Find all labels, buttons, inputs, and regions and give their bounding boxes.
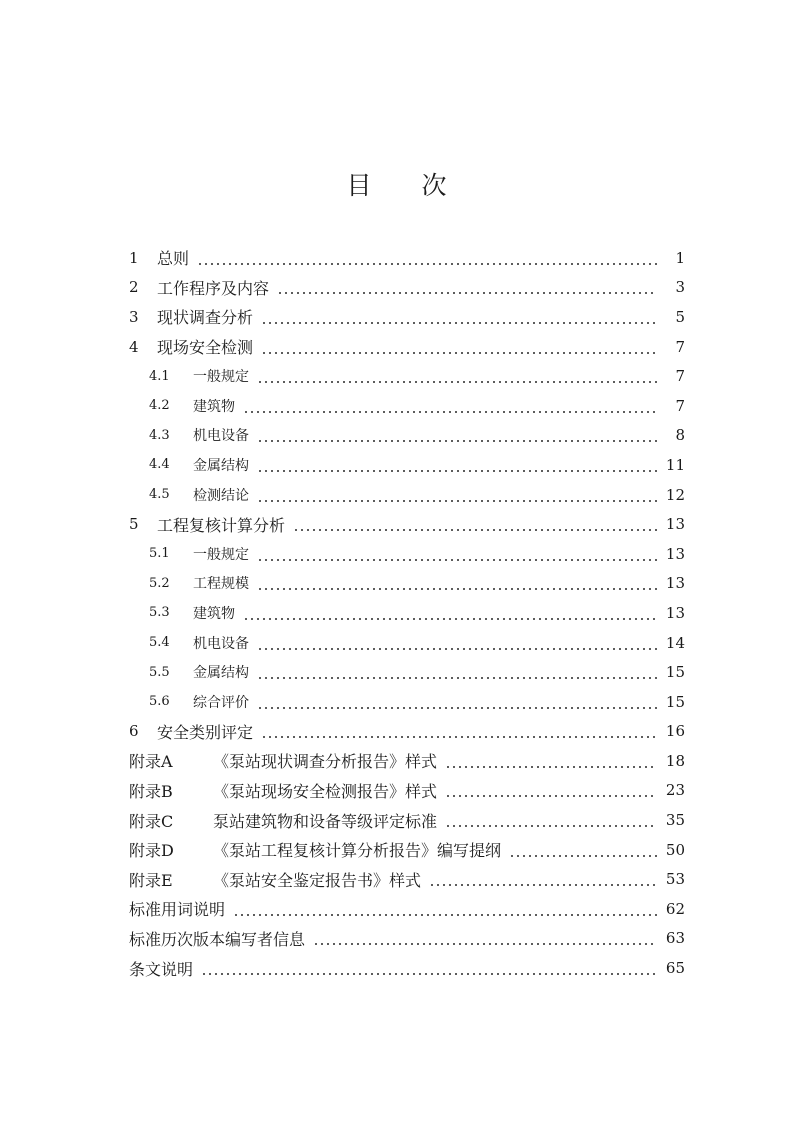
toc-appendix-entry[interactable] — [129, 776, 685, 806]
toc-entry-number: 4.2 — [149, 398, 170, 414]
dot-leader — [257, 545, 657, 563]
dot-leader — [201, 959, 657, 977]
dot-leader — [261, 308, 657, 326]
toc-entry-number: 5.5 — [149, 664, 170, 680]
toc-entry[interactable] — [129, 332, 685, 362]
toc-entry-label: 泵站建筑物和设备等级评定标准 — [213, 811, 438, 831]
toc-entry-page: 12 — [665, 485, 685, 504]
toc-appendix-entry[interactable] — [129, 805, 685, 835]
toc-entry-number: 1 — [129, 248, 139, 267]
toc-entry-page: 15 — [665, 663, 685, 682]
toc-entry-label: 一般规定 — [193, 546, 249, 563]
toc-subentry[interactable] — [129, 569, 685, 599]
toc-entry-label: 机电设备 — [193, 428, 249, 445]
dot-leader — [445, 811, 657, 829]
toc-entry-label: 工程复核计算分析 — [157, 515, 286, 535]
toc-subentry[interactable] — [129, 687, 685, 717]
toc-entry-label: 《泵站安全鉴定报告书》样式 — [213, 870, 422, 890]
toc-entry-number: 4 — [129, 337, 139, 356]
dot-leader — [257, 663, 657, 681]
toc-entry-number: 附录A — [129, 752, 173, 772]
toc-entry-page: 1 — [675, 248, 685, 267]
dot-leader — [445, 781, 657, 799]
dot-leader — [243, 397, 657, 415]
dot-leader — [277, 278, 657, 296]
toc-entry-page: 13 — [665, 544, 685, 563]
toc-entry-number: 5.3 — [149, 605, 170, 621]
toc-entry-page: 7 — [675, 367, 685, 386]
toc-appendix-entry[interactable] — [129, 835, 685, 865]
toc-entry-label: 金属结构 — [193, 665, 249, 682]
toc-entry-page: 35 — [665, 811, 685, 830]
toc-subentry[interactable] — [129, 391, 685, 421]
toc-entry-page: 8 — [675, 426, 685, 445]
toc-entry-number: 6 — [129, 722, 139, 741]
toc-entry-number: 4.1 — [149, 368, 170, 384]
toc-entry-page: 13 — [665, 603, 685, 622]
toc-entry-label: 标准用词说明 — [129, 900, 226, 920]
toc-entry-number: 附录B — [129, 781, 173, 801]
toc-entry-page: 50 — [665, 840, 685, 859]
toc-entry-label: 检测结论 — [193, 487, 249, 504]
toc-entry-number: 3 — [129, 307, 139, 326]
toc-entry-page: 15 — [665, 692, 685, 711]
dot-leader — [445, 752, 657, 770]
toc-subentry[interactable] — [129, 628, 685, 658]
dot-leader — [293, 515, 657, 533]
toc-entry-page: 63 — [665, 929, 685, 948]
toc-subentry[interactable] — [129, 450, 685, 480]
toc-entry-label: 综合评价 — [193, 694, 249, 711]
toc-entry-page: 65 — [665, 959, 685, 978]
toc-entry-label: 安全类别评定 — [157, 722, 254, 742]
toc-entry[interactable] — [129, 953, 685, 983]
dot-leader — [257, 574, 657, 592]
toc-entry-label: 现场安全检测 — [157, 338, 254, 358]
toc-entry-number: 5.4 — [149, 635, 170, 651]
toc-entry-page: 62 — [665, 899, 685, 918]
dot-leader — [257, 456, 657, 474]
dot-leader — [261, 722, 657, 740]
toc-entry-label: 《泵站工程复核计算分析报告》编写提纲 — [213, 841, 502, 861]
dot-leader — [257, 693, 657, 711]
toc-entry-number: 4.5 — [149, 487, 170, 503]
toc-entry-page: 18 — [665, 751, 685, 770]
dot-leader — [509, 841, 657, 859]
toc-entry-page: 7 — [675, 337, 685, 356]
toc-entry-label: 现状调查分析 — [157, 308, 254, 328]
dot-leader — [257, 367, 657, 385]
toc-entry-number: 4.4 — [149, 457, 170, 473]
dot-leader — [313, 929, 657, 947]
dot-leader — [243, 604, 657, 622]
toc-entry-page: 13 — [665, 515, 685, 534]
toc-entry-label: 金属结构 — [193, 457, 249, 474]
toc-entry-page: 3 — [675, 278, 685, 297]
toc-entry-number: 5.6 — [149, 694, 170, 710]
toc-entry-page: 23 — [665, 781, 685, 800]
toc-entry-label: 建筑物 — [193, 605, 235, 622]
toc-entry-number: 附录C — [129, 811, 174, 831]
toc-subentry[interactable] — [129, 480, 685, 510]
toc-entry-page: 13 — [665, 574, 685, 593]
toc-entry-label: 一般规定 — [193, 369, 249, 386]
toc-entry-label: 工作程序及内容 — [157, 278, 270, 298]
toc-entry[interactable] — [129, 717, 685, 747]
page-title — [0, 166, 793, 202]
dot-leader — [429, 870, 657, 888]
title-part-1: 目 — [346, 171, 372, 200]
toc-entry-label: 建筑物 — [193, 398, 235, 415]
toc-entry-page: 5 — [675, 307, 685, 326]
toc-entry-label: 《泵站现状调查分析报告》样式 — [213, 752, 438, 772]
toc-appendix-entry[interactable] — [129, 746, 685, 776]
dot-leader — [233, 900, 657, 918]
toc-entry-number: 附录E — [129, 870, 173, 890]
toc-entry-page: 7 — [675, 396, 685, 415]
toc-entry-number: 2 — [129, 278, 139, 297]
toc-entry-page: 16 — [665, 722, 685, 741]
dot-leader — [257, 486, 657, 504]
toc-entry[interactable] — [129, 273, 685, 303]
toc-subentry[interactable] — [129, 657, 685, 687]
table-of-contents — [129, 243, 685, 983]
toc-entry-number: 5.2 — [149, 575, 170, 591]
toc-entry-label: 《泵站现场安全检测报告》样式 — [213, 781, 438, 801]
toc-appendix-entry[interactable] — [129, 864, 685, 894]
toc-entry-page: 11 — [665, 455, 685, 474]
toc-entry-label: 工程规模 — [193, 576, 249, 593]
dot-leader — [197, 249, 657, 267]
toc-entry-label: 标准历次版本编写者信息 — [129, 929, 306, 949]
toc-entry-number: 5 — [129, 515, 139, 534]
toc-entry-number: 附录D — [129, 841, 174, 861]
toc-entry[interactable] — [129, 924, 685, 954]
toc-entry-number: 4.3 — [149, 427, 170, 443]
toc-subentry[interactable] — [129, 421, 685, 451]
toc-subentry[interactable] — [129, 361, 685, 391]
title-part-2: 次 — [421, 171, 447, 200]
dot-leader — [261, 338, 657, 356]
toc-entry[interactable] — [129, 509, 685, 539]
dot-leader — [257, 634, 657, 652]
toc-entry-label: 机电设备 — [193, 635, 249, 652]
toc-entry-page: 14 — [665, 633, 685, 652]
dot-leader — [257, 426, 657, 444]
toc-entry[interactable] — [129, 302, 685, 332]
toc-entry[interactable] — [129, 894, 685, 924]
toc-subentry[interactable] — [129, 598, 685, 628]
toc-subentry[interactable] — [129, 539, 685, 569]
toc-entry[interactable] — [129, 243, 685, 273]
toc-entry-page: 53 — [665, 870, 685, 889]
toc-entry-label: 条文说明 — [129, 959, 194, 979]
toc-entry-number: 5.1 — [149, 546, 170, 562]
toc-entry-label: 总则 — [157, 249, 190, 269]
